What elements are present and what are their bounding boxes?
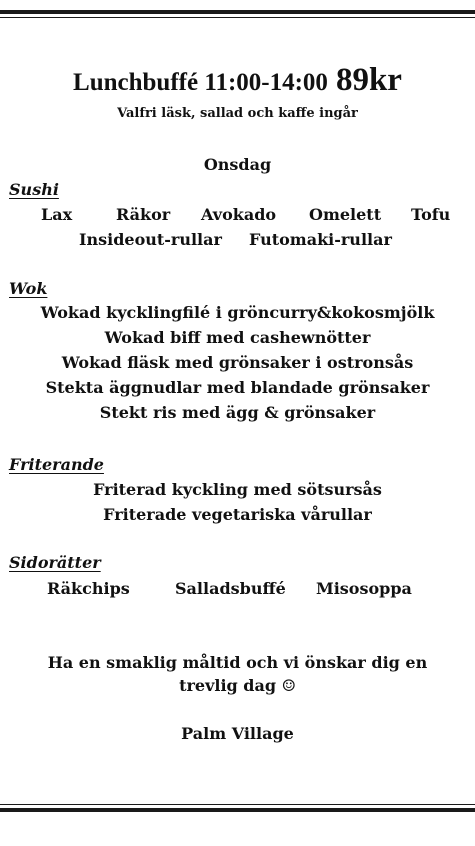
top-border-inner: [0, 17, 475, 18]
day: Onsdag: [203, 155, 272, 174]
list-item: Salladsbuffé: [175, 579, 286, 598]
list-item: Lax: [41, 205, 73, 224]
menu-title: [0, 62, 475, 99]
list-item: Wokad fläsk med grönsaker i ostronsås: [61, 353, 414, 372]
list-item: Wokad kycklingfilé i gröncurry&kokosmjölk: [40, 303, 435, 322]
section-heading-wok: Wok: [9, 279, 48, 298]
subtitle: Valfri läsk, sallad och kaffe ingår: [117, 106, 358, 121]
list-item: Räkchips: [47, 579, 130, 598]
list-item: Insideout-rullar: [79, 230, 222, 249]
list-item: Futomaki-rullar: [249, 230, 392, 249]
list-item: Friterad kyckling med sötsursås: [93, 480, 382, 499]
bottom-border-inner: [0, 804, 475, 805]
list-item: Wokad biff med cashewnötter: [104, 328, 371, 347]
list-item: Misosoppa: [316, 579, 412, 598]
greeting-line-2: trevlig dag ☺: [179, 676, 296, 695]
list-item: Friterade vegetariska vårullar: [103, 505, 372, 524]
section-heading-fried: Friterande: [9, 455, 104, 474]
list-item: Tofu: [411, 205, 451, 224]
list-item: Stekta äggnudlar med blandade grönsaker: [45, 378, 430, 397]
greeting-line-1: Ha en smaklig måltid och vi önskar dig en: [47, 653, 428, 672]
section-heading-sushi: Sushi: [9, 180, 59, 199]
title-text: Lunchbuffé 11:00-14:00: [73, 69, 328, 96]
list-item: Räkor: [116, 205, 171, 224]
list-item: Stekt ris med ägg & grönsaker: [99, 403, 376, 422]
list-item: Avokado: [201, 205, 277, 224]
signature: Palm Village: [181, 724, 294, 743]
list-item: Omelett: [309, 205, 382, 224]
top-border: [0, 10, 475, 14]
section-heading-sides: Sidorätter: [9, 553, 101, 572]
bottom-border: [0, 808, 475, 812]
price: 89kr: [335, 62, 402, 98]
